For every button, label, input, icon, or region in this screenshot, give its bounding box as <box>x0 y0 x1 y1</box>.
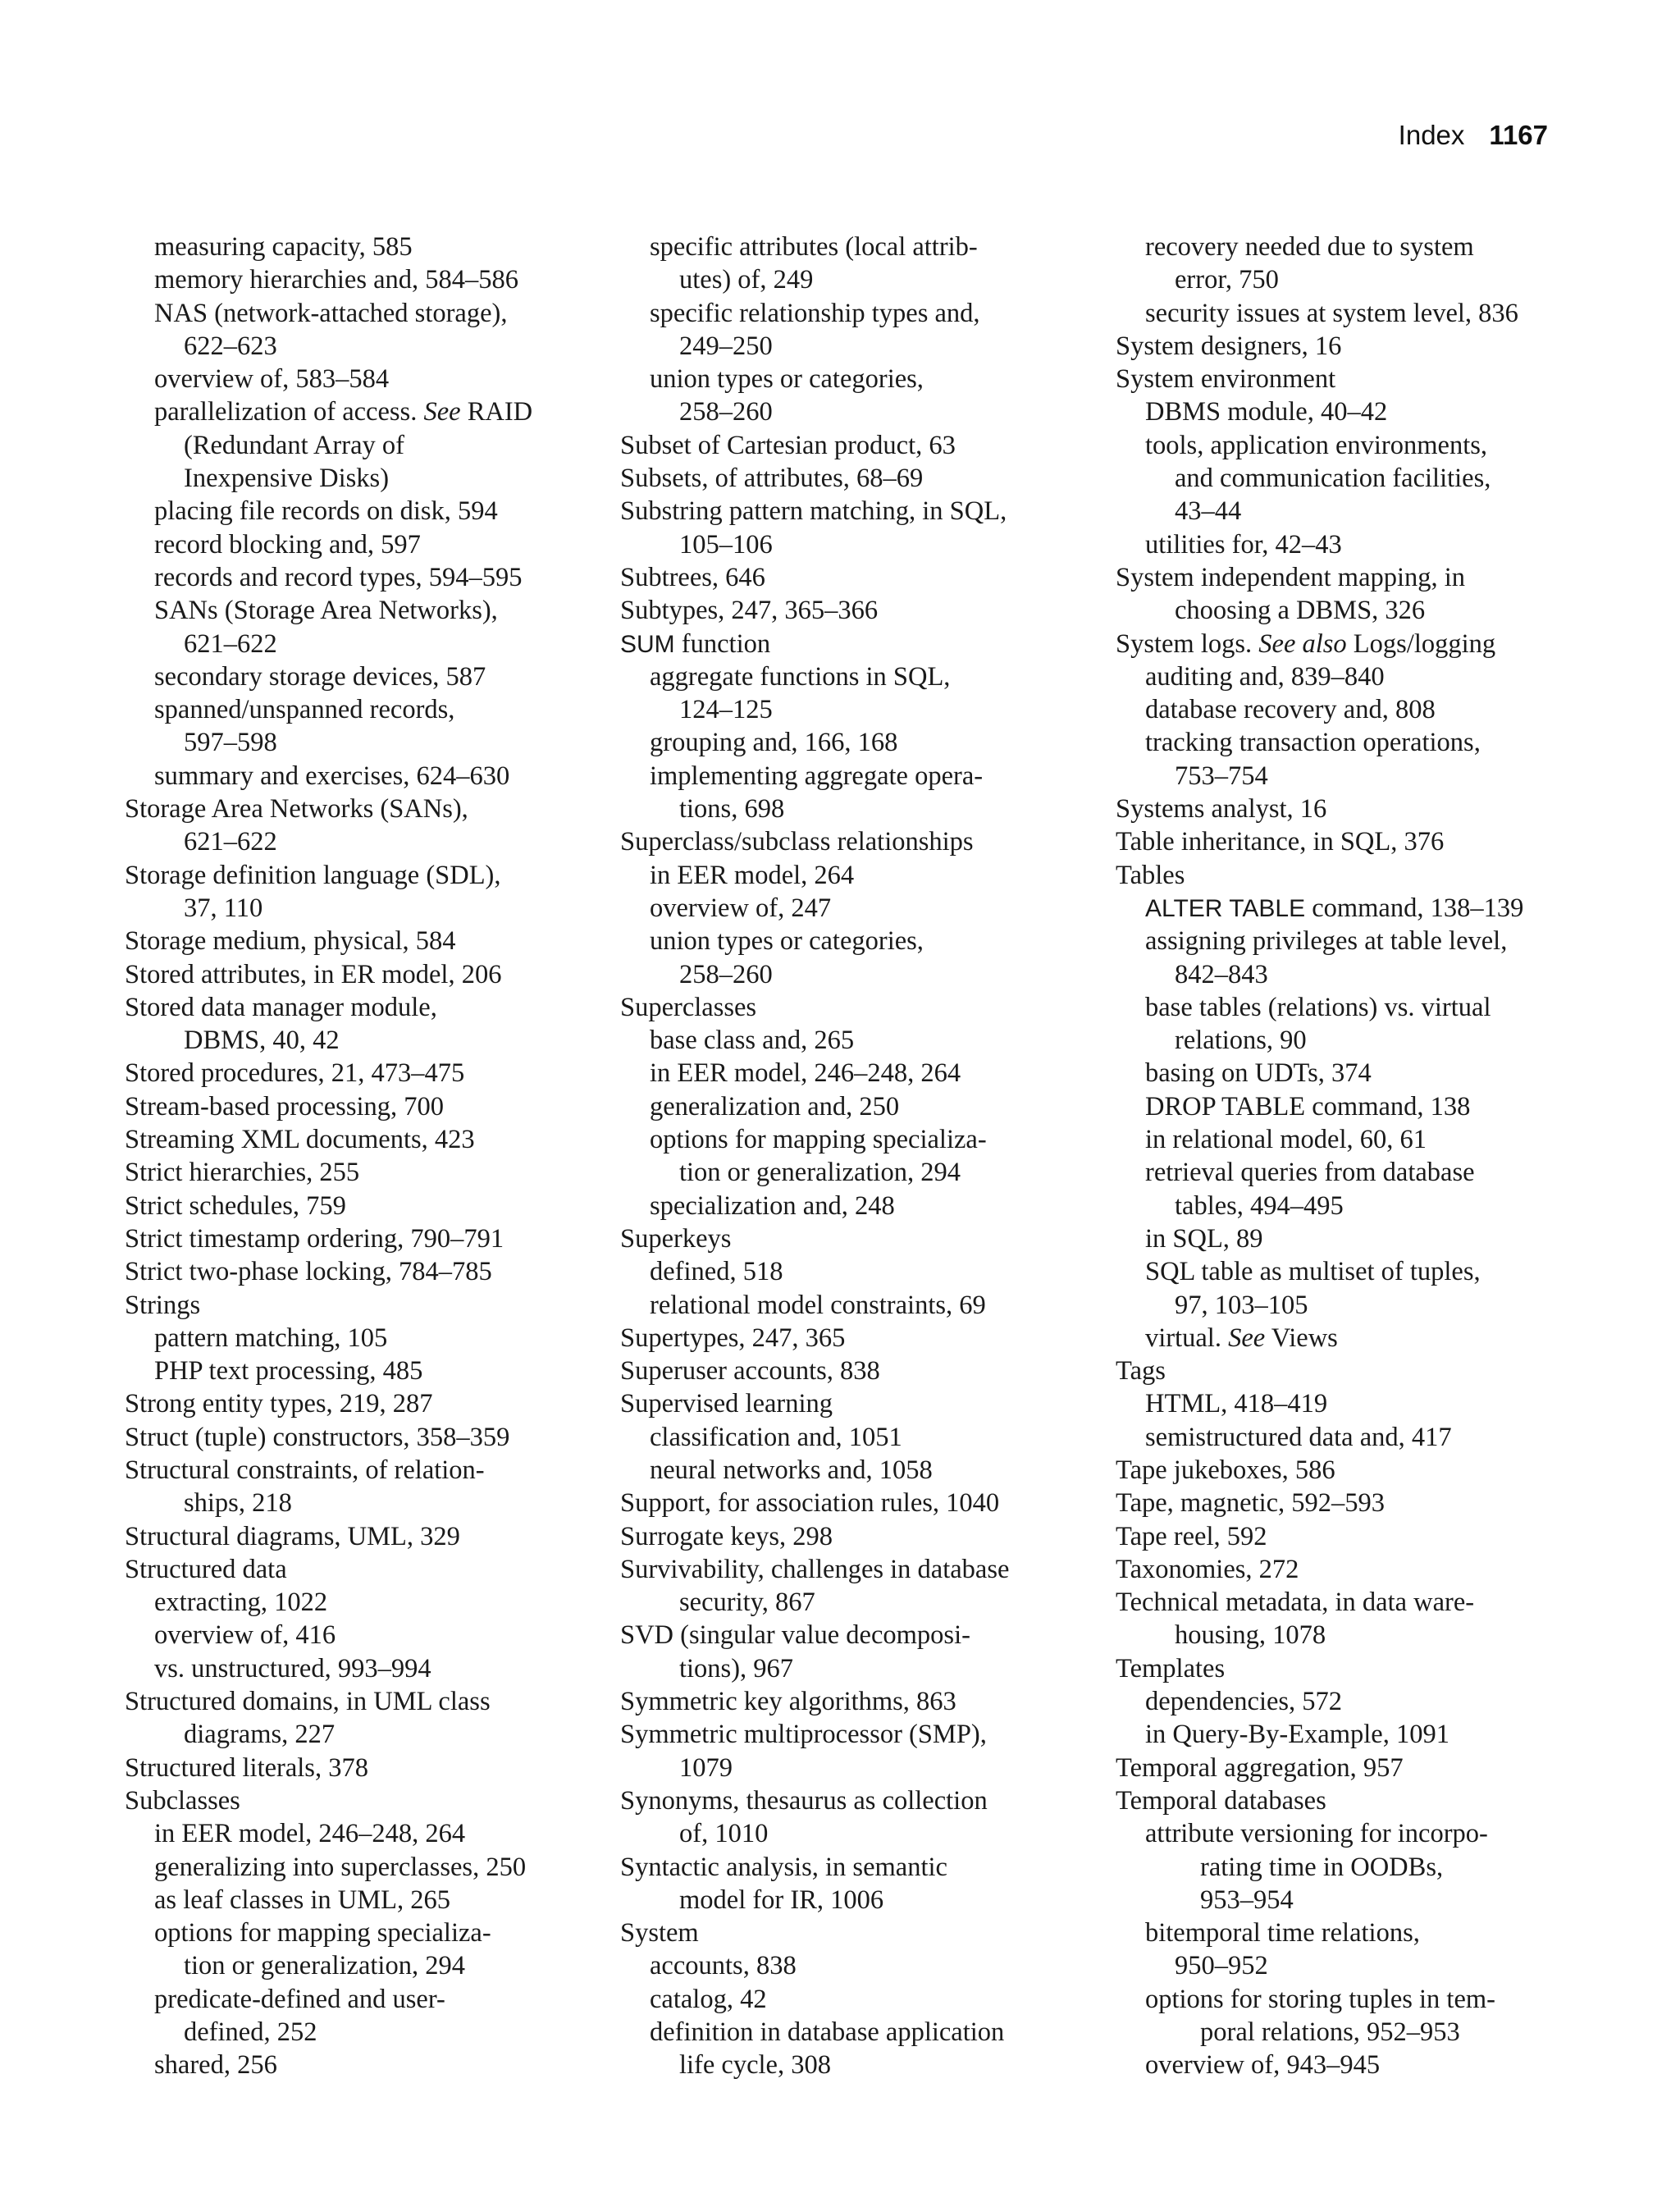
index-sub-entry: shared, 256 <box>154 2050 277 2081</box>
index-main-entry: Subsets, of attributes, 68–69 <box>620 464 924 494</box>
index-sub-entry: base class and, 265 <box>650 1026 855 1056</box>
index-main-entry: Storage definition language (SDL), <box>125 860 501 890</box>
index-sub-entry: retrieval queries from database <box>1145 1158 1475 1188</box>
index-main-entry: Taxonomies, 272 <box>1116 1554 1299 1584</box>
index-main-entry: Subclasses <box>125 1785 240 1816</box>
entry-text: virtual. <box>1145 1323 1229 1353</box>
index-sub-entry: bitemporal time relations, <box>1145 1918 1420 1948</box>
index-main-entry: Temporal aggregation, 957 <box>1116 1752 1404 1783</box>
index-sub-entry: PHP text processing, 485 <box>154 1356 423 1387</box>
index-sub-entry: pattern matching, 105 <box>154 1323 388 1353</box>
index-sub-entry: of, 1010 <box>679 1819 769 1849</box>
index-sub-entry: model for IR, 1006 <box>679 1884 884 1915</box>
index-main-entry: Storage medium, physical, 584 <box>125 926 456 957</box>
index-sub-entry: SQL table as multiset of tuples, <box>1145 1257 1481 1287</box>
index-main-entry: Survivability, challenges in database <box>620 1554 1010 1584</box>
index-sub-entry: 753–754 <box>1175 761 1268 791</box>
index-sub-entry: security, 867 <box>679 1588 815 1618</box>
index-sub-entry: utes) of, 249 <box>679 265 814 295</box>
index-sub-entry: ships, 218 <box>184 1488 292 1519</box>
entry-text: Views <box>1265 1323 1338 1353</box>
index-main-entry: Supertypes, 247, 365 <box>620 1323 846 1353</box>
index-sub-entry: grouping and, 166, 168 <box>650 728 898 758</box>
index-sub-entry: tion or generalization, 294 <box>679 1158 961 1188</box>
index-column-1 <box>125 231 609 2082</box>
index-main-entry: Structured literals, 378 <box>125 1752 368 1783</box>
index-sub-entry: 124–125 <box>679 695 773 725</box>
index-sub-entry: and communication facilities, <box>1175 464 1491 494</box>
entry-text: command, 138–139 <box>1305 893 1524 923</box>
index-main-entry: Table inheritance, in SQL, 376 <box>1116 827 1445 857</box>
index-sub-entry: 258–260 <box>679 397 773 427</box>
index-sub-entry: spanned/unspanned records, <box>154 695 455 725</box>
index-sub-entry: overview of, 247 <box>650 893 832 923</box>
index-main-entry: Strong entity types, 219, 287 <box>125 1389 433 1419</box>
index-sub-entry: DROP TABLE command, 138 <box>1145 1091 1471 1122</box>
entry-text: parallelization of access. <box>154 397 424 427</box>
index-main-entry: Tape jukeboxes, 586 <box>1116 1455 1335 1485</box>
index-sub-entry: as leaf classes in UML, 265 <box>154 1884 451 1915</box>
index-main-entry: Struct (tuple) constructors, 358–359 <box>125 1422 510 1452</box>
index-sub-entry: basing on UDTs, 374 <box>1145 1058 1372 1089</box>
index-sub-entry: HTML, 418–419 <box>1145 1389 1328 1419</box>
index-sub-entry: 622–623 <box>184 331 277 361</box>
index-main-entry <box>1116 628 1600 660</box>
index-sub-entry: dependencies, 572 <box>1145 1687 1343 1717</box>
index-main-entry: Temporal databases <box>1116 1785 1326 1816</box>
code-term: ALTER TABLE <box>1145 894 1306 922</box>
index-sub-entry: choosing a DBMS, 326 <box>1175 596 1426 626</box>
index-main-entry: Technical metadata, in data ware- <box>1116 1588 1475 1618</box>
index-sub-entry: in EER model, 246–248, 264 <box>154 1819 466 1849</box>
index-sub-entry: NAS (network-attached storage), <box>154 298 508 328</box>
code-term: SUM <box>620 630 675 658</box>
index-sub-entry: generalizing into superclasses, 250 <box>154 1852 527 1882</box>
index-sub-entry: secondary storage devices, 587 <box>154 661 486 692</box>
index-sub-entry: union types or categories, <box>650 926 924 957</box>
index-sub-entry: records and record types, 594–595 <box>154 562 523 592</box>
index-sub-entry: poral relations, 952–953 <box>1200 2017 1460 2048</box>
index-main-entry: Superuser accounts, 838 <box>620 1356 880 1387</box>
index-sub-entry: specific attributes (local attrib- <box>650 232 978 262</box>
index-main-entry: Strict schedules, 759 <box>125 1190 346 1221</box>
index-main-entry: System <box>620 1918 699 1948</box>
index-main-entry: Superclass/subclass relationships <box>620 827 974 857</box>
index-sub-entry: utilities for, 42–43 <box>1145 529 1342 560</box>
index-sub-entry: 950–952 <box>1175 1951 1268 1981</box>
index-main-entry: Systems analyst, 16 <box>1116 794 1327 825</box>
index-main-entry: Subset of Cartesian product, 63 <box>620 430 956 460</box>
index-sub-entry: overview of, 583–584 <box>154 364 390 395</box>
index-main-entry: Support, for association rules, 1040 <box>620 1488 1000 1519</box>
index-main-entry: Strict timestamp ordering, 790–791 <box>125 1223 504 1254</box>
index-sub-entry: 597–598 <box>184 728 277 758</box>
index-sub-entry: tables, 494–495 <box>1175 1190 1344 1221</box>
entry-text: System logs. <box>1116 628 1259 659</box>
index-main-entry: Tape reel, 592 <box>1116 1521 1267 1551</box>
index-sub-entry: predicate-defined and user- <box>154 1984 445 2014</box>
index-sub-entry: neural networks and, 1058 <box>650 1455 933 1485</box>
index-sub-entry: 1079 <box>679 1752 733 1783</box>
index-main-entry: Symmetric key algorithms, 863 <box>620 1687 956 1717</box>
index-main-entry: Stream-based processing, 700 <box>125 1091 445 1122</box>
index-main-entry: Strings <box>125 1290 201 1320</box>
index-sub-entry: diagrams, 227 <box>184 1720 336 1750</box>
index-main-entry: Superclasses <box>620 992 757 1022</box>
index-sub-entry: 43–44 <box>1175 496 1242 527</box>
index-sub-entry: security issues at system level, 836 <box>1145 298 1518 328</box>
index-main-entry: Strict two-phase locking, 784–785 <box>125 1257 492 1287</box>
index-sub-entry: in EER model, 246–248, 264 <box>650 1058 961 1089</box>
index-sub-entry: memory hierarchies and, 584–586 <box>154 265 519 295</box>
index-main-entry: Stored data manager module, <box>125 992 437 1022</box>
index-sub-entry: tions, 698 <box>679 794 785 825</box>
index-sub-entry: in SQL, 89 <box>1145 1223 1263 1254</box>
index-main-entry: Templates <box>1116 1653 1226 1683</box>
index-main-entry: Synonyms, thesaurus as collection <box>620 1785 988 1816</box>
index-sub-entry: (Redundant Array of <box>184 430 404 460</box>
index-sub-entry: summary and exercises, 624–630 <box>154 761 510 791</box>
index-main-entry: Surrogate keys, 298 <box>620 1521 833 1551</box>
index-sub-entry: housing, 1078 <box>1175 1620 1326 1651</box>
index-sub-entry: record blocking and, 597 <box>154 529 421 560</box>
cross-reference-label: See <box>1228 1323 1266 1353</box>
index-sub-entry: 258–260 <box>679 959 773 989</box>
index-sub-entry: in relational model, 60, 61 <box>1145 1125 1427 1155</box>
index-sub-entry: in Query-By-Example, 1091 <box>1145 1720 1449 1750</box>
index-main-entry: SVD (singular value decomposi- <box>620 1620 970 1651</box>
index-sub-entry: DBMS, 40, 42 <box>184 1026 340 1056</box>
entry-text: Logs/logging <box>1346 628 1496 659</box>
index-sub-entry: auditing and, 839–840 <box>1145 661 1385 692</box>
index-sub-entry: tools, application environments, <box>1145 430 1488 460</box>
index-main-entry: System independent mapping, in <box>1116 562 1466 592</box>
index-sub-entry: generalization and, 250 <box>650 1091 900 1122</box>
index-sub-entry: options for storing tuples in tem- <box>1145 1984 1495 2014</box>
index-column-3 <box>1116 231 1600 2082</box>
index-main-entry: Stored procedures, 21, 473–475 <box>125 1058 465 1089</box>
index-main-entry: Structured data <box>125 1554 287 1584</box>
index-sub-entry: 842–843 <box>1175 959 1268 989</box>
index-sub-entry: relations, 90 <box>1175 1026 1307 1056</box>
index-sub-entry: 621–622 <box>184 628 277 659</box>
index-main-entry: Stored attributes, in ER model, 206 <box>125 959 502 989</box>
index-sub-entry: in EER model, 264 <box>650 860 855 890</box>
index-sub-entry: classification and, 1051 <box>650 1422 902 1452</box>
index-sub-entry: overview of, 416 <box>154 1620 336 1651</box>
index-main-entry: Substring pattern matching, in SQL, <box>620 496 1007 527</box>
index-sub-entry: 249–250 <box>679 331 773 361</box>
index-main-entry: Tags <box>1116 1356 1166 1387</box>
running-header <box>1399 120 1548 151</box>
index-sub-entry: semistructured data and, 417 <box>1145 1422 1452 1452</box>
index-sub-entry: rating time in OODBs, <box>1200 1852 1444 1882</box>
section-title: Index <box>1398 120 1465 150</box>
index-column-2 <box>620 231 1104 2082</box>
index-main-entry: Superkeys <box>620 1223 732 1254</box>
index-sub-entry: extracting, 1022 <box>154 1588 328 1618</box>
index-sub-entry: specialization and, 248 <box>650 1190 895 1221</box>
index-main-entry: Storage Area Networks (SANs), <box>125 794 468 825</box>
index-sub-entry: attribute versioning for incorpo- <box>1145 1819 1488 1849</box>
index-sub-entry: tracking transaction operations, <box>1145 728 1481 758</box>
index-sub-entry: base tables (relations) vs. virtual <box>1145 992 1491 1022</box>
index-sub-entry: accounts, 838 <box>650 1951 797 1981</box>
index-sub-entry: 953–954 <box>1200 1884 1294 1915</box>
index-main-entry: Strict hierarchies, 255 <box>125 1158 360 1188</box>
index-main-entry: Structural diagrams, UML, 329 <box>125 1521 460 1551</box>
index-sub-entry: assigning privileges at table level, <box>1145 926 1508 957</box>
index-sub-entry: measuring capacity, 585 <box>154 232 413 262</box>
index-sub-entry: life cycle, 308 <box>679 2050 831 2081</box>
index-sub-entry: union types or categories, <box>650 364 924 395</box>
index-main-entry: Structural constraints, of relation- <box>125 1455 485 1485</box>
index-sub-entry: DBMS module, 40–42 <box>1145 397 1388 427</box>
entry-text: RAID <box>460 397 533 427</box>
index-sub-entry: options for mapping specializa- <box>154 1918 491 1948</box>
index-sub-entry: tion or generalization, 294 <box>184 1951 465 1981</box>
index-sub-entry: options for mapping specializa- <box>650 1125 987 1155</box>
index-sub-entry: 97, 103–105 <box>1175 1290 1308 1320</box>
index-sub-entry: recovery needed due to system <box>1145 232 1474 262</box>
index-sub-entry: definition in database application <box>650 2017 1005 2048</box>
index-sub-entry: 621–622 <box>184 827 277 857</box>
index-main-entry: System environment <box>1116 364 1336 395</box>
index-sub-entry: SANs (Storage Area Networks), <box>154 596 498 626</box>
index-sub-entry: database recovery and, 808 <box>1145 695 1436 725</box>
index-main-entry: Syntactic analysis, in semantic <box>620 1852 947 1882</box>
index-sub-entry: defined, 518 <box>650 1257 783 1287</box>
index-main-entry: Subtrees, 646 <box>620 562 765 592</box>
index-main-entry: Subtypes, 247, 365–366 <box>620 596 879 626</box>
index-main-entry: Tape, magnetic, 592–593 <box>1116 1488 1386 1519</box>
cross-reference-label: See <box>423 397 461 427</box>
index-sub-entry: specific relationship types and, <box>650 298 980 328</box>
index-main-entry: Supervised learning <box>620 1389 833 1419</box>
index-sub-entry: Inexpensive Disks) <box>184 464 390 494</box>
index-sub-entry: placing file records on disk, 594 <box>154 496 498 527</box>
page-number: 1167 <box>1489 120 1548 150</box>
index-sub-entry: tions), 967 <box>679 1653 794 1683</box>
index-sub-entry: implementing aggregate opera- <box>650 761 984 791</box>
entry-text: function <box>674 628 771 659</box>
index-sub-entry: overview of, 943–945 <box>1145 2050 1381 2081</box>
index-sub-entry <box>125 395 609 428</box>
index-sub-entry: error, 750 <box>1175 265 1279 295</box>
index-main-entry: Structured domains, in UML class <box>125 1687 491 1717</box>
index-sub-entry: vs. unstructured, 993–994 <box>154 1653 431 1683</box>
index-main-entry: Tables <box>1116 860 1185 890</box>
index-main-entry <box>620 628 1104 660</box>
index-sub-entry <box>1116 1322 1600 1355</box>
index-sub-entry <box>1116 892 1600 925</box>
index-sub-entry: 105–106 <box>679 529 773 560</box>
index-main-entry: System designers, 16 <box>1116 331 1342 361</box>
index-main-entry: Symmetric multiprocessor (SMP), <box>620 1720 987 1750</box>
index-main-entry: Streaming XML documents, 423 <box>125 1125 475 1155</box>
cross-reference-label: See also <box>1258 628 1347 659</box>
index-sub-entry: 37, 110 <box>184 893 263 923</box>
index-sub-entry: relational model constraints, 69 <box>650 1290 986 1320</box>
index-sub-entry: aggregate functions in SQL, <box>650 661 951 692</box>
index-sub-entry: defined, 252 <box>184 2017 317 2048</box>
index-sub-entry: catalog, 42 <box>650 1984 767 2014</box>
